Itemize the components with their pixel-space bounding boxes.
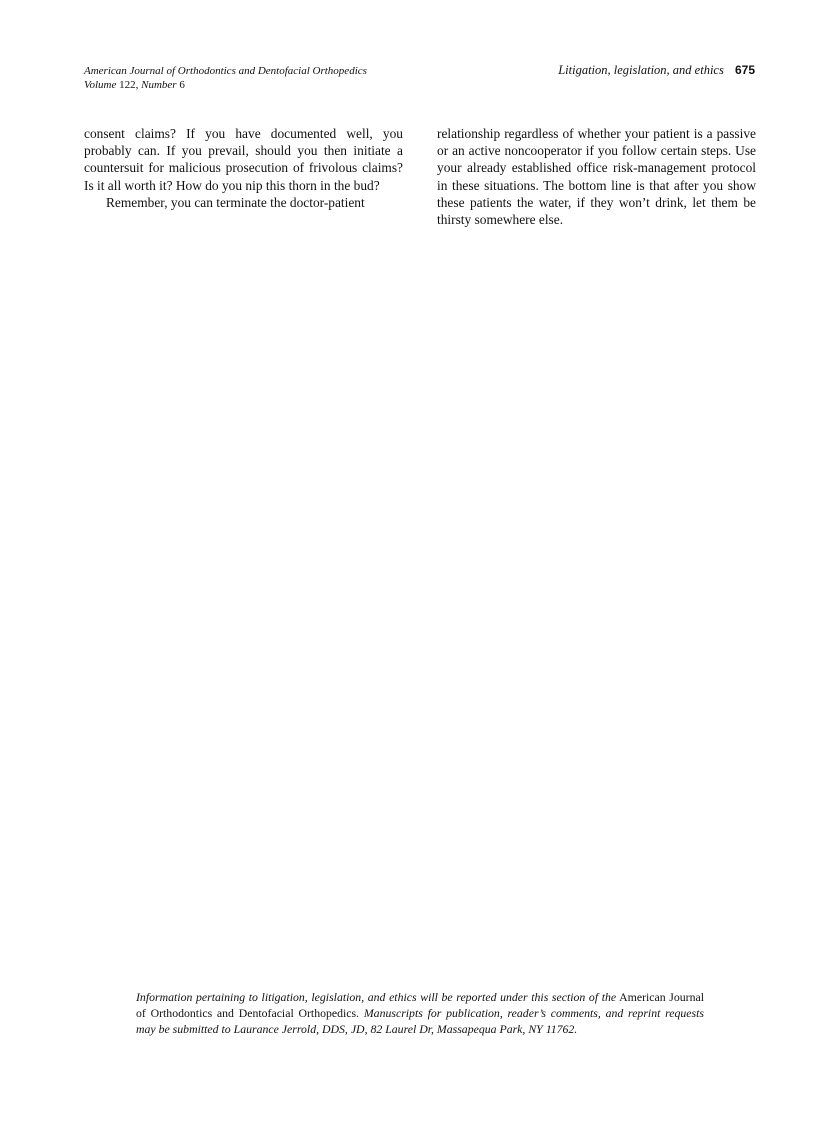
running-header-right	[558, 62, 755, 78]
body-paragraph: consent claims? If you have documented well, you probably can. If you prevail, should you then initiate a countersuit for malicious prosecution of frivolous claims? Is it all worth it? How do you nip this thorn in the bud?	[84, 126, 403, 193]
section-title: Litigation, legislation, and ethics	[558, 63, 724, 77]
footnote-submission-info: Manuscripts for publication, reader’s comments, and reprint requests may be submitted to Laurance Jerrold, DDS, JD, 82 Laurel Dr, Massapequa Park, NY 11762.	[136, 1006, 704, 1036]
footnote-journal-name: American Journal of Orthodontics and Dentofacial Orthopedics.	[136, 990, 704, 1020]
left-column	[84, 125, 403, 211]
number-value: 6	[179, 79, 185, 91]
section-footnote	[136, 989, 704, 1037]
page-number: 675	[734, 63, 755, 77]
body-paragraph: Remember, you can terminate the doctor-patient	[106, 194, 365, 210]
number-label: Number	[141, 79, 177, 91]
running-header-left	[84, 64, 367, 92]
volume-issue	[84, 78, 367, 92]
volume-value: 122,	[119, 79, 139, 91]
journal-title: American Journal of Orthodontics and Dentofacial Orthopedics	[84, 65, 367, 77]
footnote-italic-text: Information pertaining to litigation, legislation, and ethics will be reported under this section of the	[136, 990, 617, 1004]
right-column	[437, 125, 756, 228]
body-paragraph: relationship regardless of whether your patient is a passive or an active noncooperator if you follow certain steps. Use your already established office risk-management protocol in these situations. The bottom line is that after you show these patients the water, if they won’t drink, let them be thirsty somewhere else.	[437, 126, 756, 228]
volume-label: Volume	[84, 79, 117, 91]
